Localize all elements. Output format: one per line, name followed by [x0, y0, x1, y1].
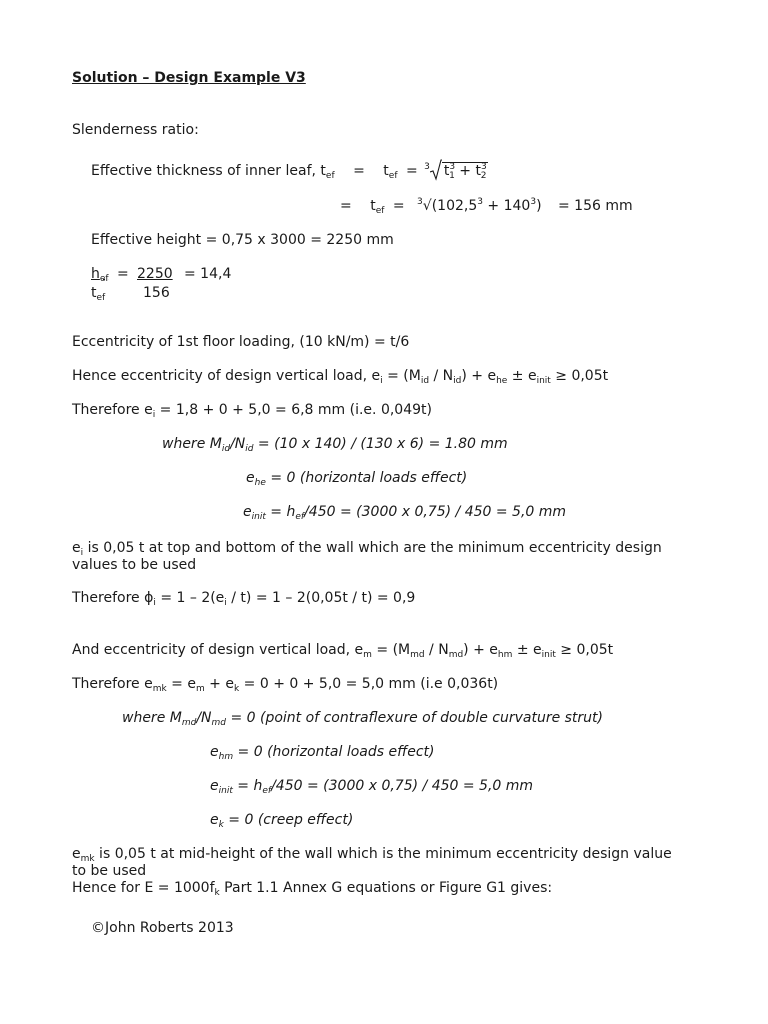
and-eccentricity-line: And eccentricity of design vertical load, $e_m = (M_{md} / N_{md}) + e_{hm} \pm e_{init} \ge 0,05t$ — [72, 642, 614, 660]
slenderness-heading: Slenderness ratio: — [72, 122, 199, 138]
where-mid-nid-line: where $M_{id}/N_{id} = (10$ x 140) / (130 x 6) = 1.80 mm — [162, 436, 508, 454]
ehm-line: $e_{hm} = 0$ (horizontal loads effect) — [210, 744, 435, 762]
copyright-notice: ©John Roberts 2013 — [91, 920, 234, 936]
effective-thickness-line: Effective thickness of inner leaf, $t_{ef} = t_{ef} = ^3$ $t^3_1 + t^3_2$ — [91, 159, 488, 181]
effective-thickness-calc: = $t_{ef} = ^3√(102,5^3 + 140^3) = 156$ mm — [340, 197, 633, 216]
page-title: Solution – Design Example V3 — [72, 70, 306, 86]
cube-root-formula: $^3$ $t^3_1 + t^3_2$ — [424, 159, 488, 181]
einit-line-1: $e_{init} = h_{ef}/450 = (3000$ x 0,75) / 450 = 5,0 mm — [243, 504, 567, 522]
radical-icon — [430, 159, 442, 181]
emk-note-line-2: to be used — [72, 863, 147, 879]
hence-for-e-line: Hence for $E = 1000f_k$ Part 1.1 Annex G equations or Figure G1 gives: — [72, 880, 553, 898]
emk-note-line-1: $e_{mk}$ is 0,05 t at mid-height of the wall which is the minimum eccentricity design value — [72, 846, 672, 864]
einit-line-2: $e_{init} = h_{ef}/450 = (3000$ x 0,75) / 450 = 5,0 mm — [210, 778, 534, 796]
therefore-phi-line: Therefore $\phi_i = 1 - 2(e_i / t) = 1 - 2(0,05t / t) = 0,9$ — [72, 590, 416, 608]
effective-height-line: Effective height = 0,75 x 3000 = 2250 mm — [91, 232, 394, 248]
ei-note-line-1: $e_i$ is 0,05 t at top and bottom of the wall which are the minimum eccentricity design — [72, 540, 662, 558]
ei-note-line-2: values to be used — [72, 557, 197, 573]
ehe-line: $e_{he} = 0$ (horizontal loads effect) — [246, 470, 468, 488]
where-mmd-nmd-line: where $M_{md}/N_{md} = 0$ (point of contraflexure of double curvature strut) — [122, 710, 604, 728]
eccentricity-floor-line: Eccentricity of 1st floor loading, (10 kN/m) = t/6 — [72, 334, 410, 350]
ek-line: $e_k = 0$ (creep effect) — [210, 812, 354, 830]
eff-thick-label: Effective thickness of inner leaf, t — [91, 163, 326, 179]
therefore-emk-line: Therefore $e_{mk} = e_m + e_k = 0 + 0 + 5,0 = 5,0$ mm (i.e 0,036t) — [72, 676, 499, 694]
therefore-ei-line: Therefore $e_i = 1,8 + 0 + 5,0 = 6,8$ mm (i.e. 0,049t) — [72, 402, 432, 420]
hence-eccentricity-line: Hence eccentricity of design vertical load, $e_i = (M_{id} / N_{id}) + e_{he} \pm e_{init} \ge 0,05t$ — [72, 368, 609, 386]
